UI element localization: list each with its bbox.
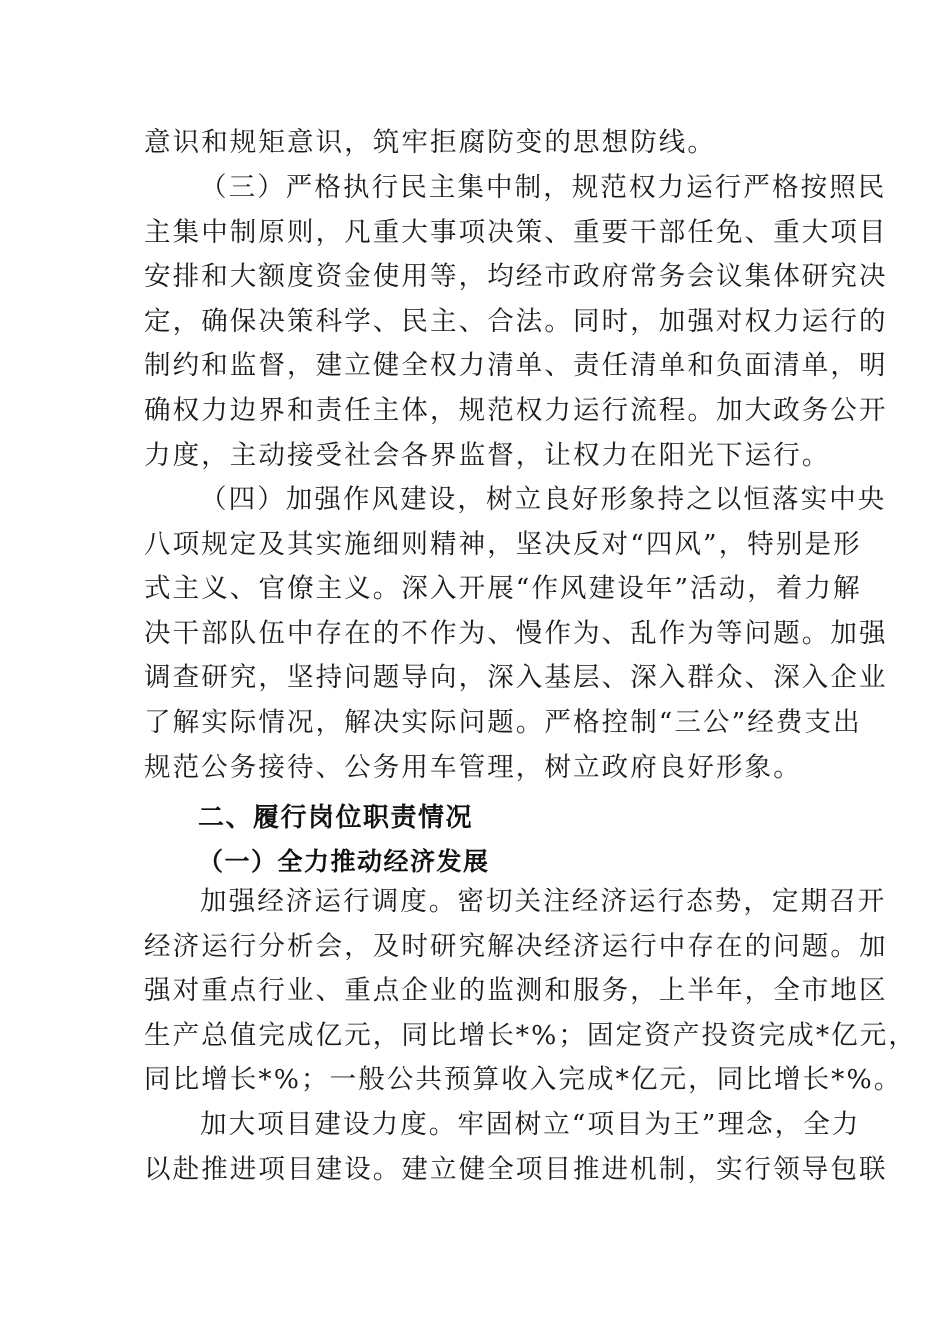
paragraph-project-construction (144, 1103, 888, 1192)
paragraph-democratic-centralism (144, 166, 888, 478)
text-line: 加强经济运行调度。密切关注经济运行态势，定期召开 (200, 886, 887, 917)
text-line: 安排和大额度资金使用等，均经市政府常务会议集体研究决 (144, 261, 888, 293)
text-line: （四）加强作风建设，树立良好形象持之以恒落实中央 (200, 484, 887, 515)
paragraph-economic-operation (144, 880, 917, 1103)
text-line: 意识和规矩意识，筑牢拒腐防变的思想防线。 (144, 127, 716, 158)
text-line: 经济运行分析会，及时研究解决经济运行中存在的问题。加 (144, 930, 888, 962)
paragraph-work-style (144, 478, 888, 790)
text-line: （三）严格执行民主集中制，规范权力运行严格按照民 (200, 172, 887, 203)
text-line: 式主义、官僚主义。深入开展“作风建设年”活动，着力解 (144, 573, 862, 605)
text-line: 强对重点行业、重点企业的监测和服务，上半年，全市地区 (144, 975, 888, 1007)
section-heading: 二、履行岗位职责情况 (198, 803, 474, 833)
text-line: 加大项目建设力度。牢固树立“项目为王”理念，全力 (200, 1109, 861, 1140)
subsection-heading: （一）全力推动经济发展 (198, 847, 490, 876)
text-line: 调查研究，坚持问题导向，深入基层、深入群众、深入企业 (144, 662, 888, 694)
text-line: 规范公务接待、公务用车管理，树立政府良好形象。 (144, 751, 802, 783)
text-line: 主集中制原则，凡重大事项决策、重要干部任免、重大项目 (144, 216, 888, 248)
text-line: 决干部队伍中存在的不作为、慢作为、乱作为等问题。加强 (144, 617, 888, 649)
paragraph-continuation (144, 121, 808, 166)
text-line: 生产总值完成亿元，同比增长*%；固定资产投资完成*亿元， (144, 1019, 917, 1051)
text-line: 了解实际情况，解决实际问题。严格控制“三公”经费支出 (144, 706, 862, 738)
text-line: 力度，主动接受社会各界监督，让权力在阳光下运行。 (144, 439, 831, 471)
text-line: 八项规定及其实施细则精神，坚决反对“四风”，特别是形 (144, 528, 862, 560)
text-line: 以赴推进项目建设。建立健全项目推进机制，实行领导包联 (144, 1153, 888, 1185)
text-line: 确权力边界和责任主体，规范权力运行流程。加大政务公开 (144, 394, 888, 426)
text-line: 定，确保决策科学、民主、合法。同时，加强对权力运行的 (144, 305, 888, 337)
text-line: 同比增长*%；一般公共预算收入完成*亿元，同比增长*%。 (144, 1064, 903, 1096)
text-line: 制约和监督，建立健全权力清单、责任清单和负面清单，明 (144, 350, 888, 382)
